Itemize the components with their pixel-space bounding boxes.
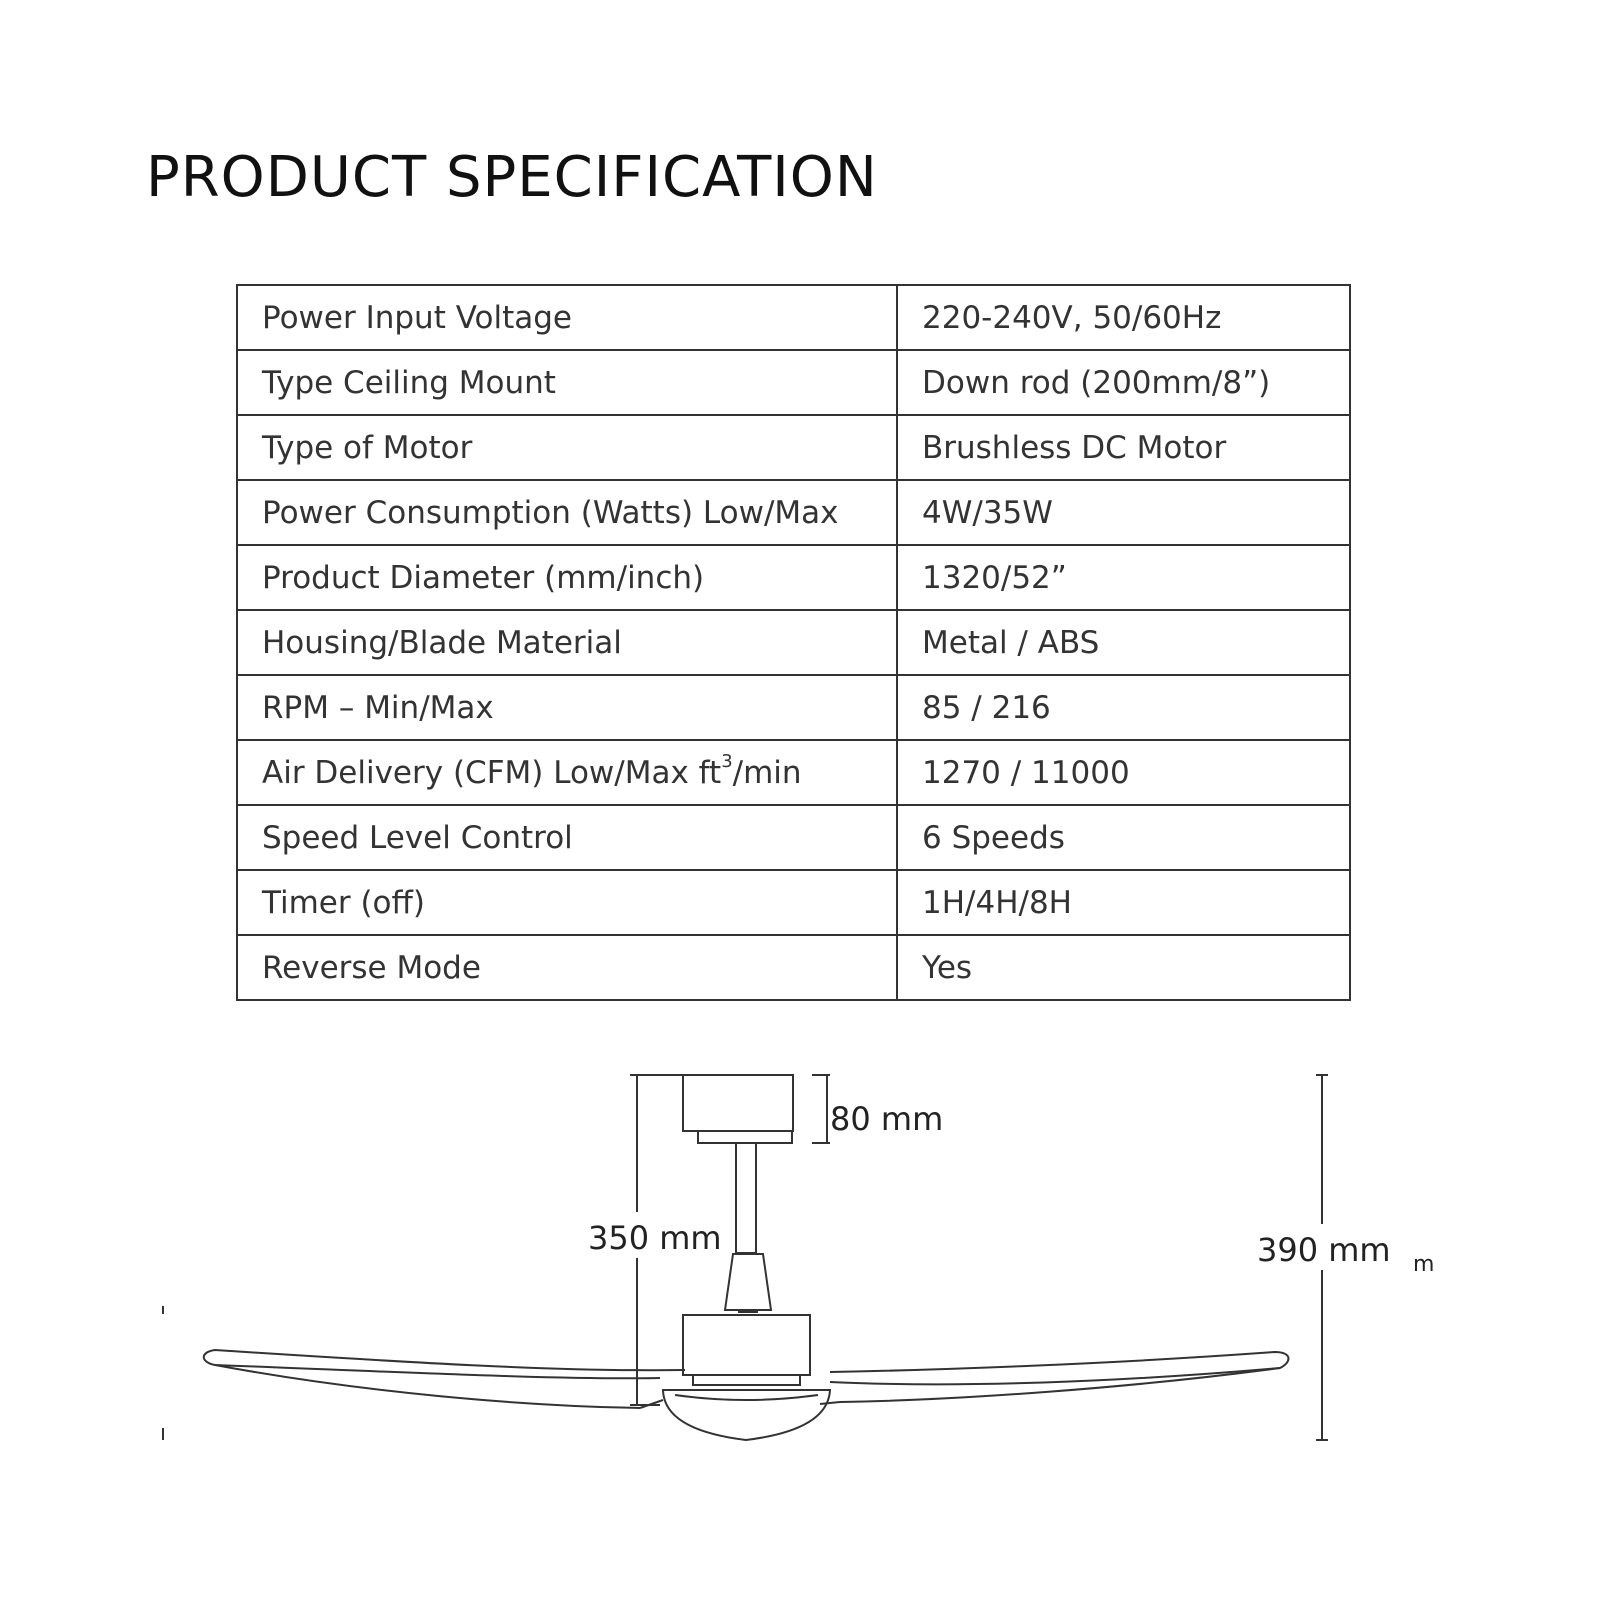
- spec-label: Housing/Blade Material: [237, 610, 897, 675]
- spec-label: Reverse Mode: [237, 935, 897, 1000]
- table-row: [237, 935, 1350, 1000]
- spec-label: [237, 740, 897, 805]
- left-blade: [204, 1350, 685, 1378]
- table-row: [237, 740, 1350, 805]
- motor-housing: [683, 1315, 810, 1375]
- spec-value: 6 Speeds: [897, 805, 1350, 870]
- rod-coupler: [725, 1254, 771, 1310]
- canopy-base: [698, 1131, 792, 1143]
- spec-value: Metal / ABS: [897, 610, 1350, 675]
- table-row: [237, 805, 1350, 870]
- spec-label: Type of Motor: [237, 415, 897, 480]
- spec-label-superscript: 3: [721, 751, 733, 773]
- down-rod: [736, 1143, 756, 1253]
- light-dome: [663, 1390, 830, 1440]
- table-row: [237, 545, 1350, 610]
- spec-value: Down rod (200mm/8”): [897, 350, 1350, 415]
- dimension-80mm-label: 80 mm: [830, 1100, 944, 1138]
- spec-label: Timer (off): [237, 870, 897, 935]
- spec-value: 85 / 216: [897, 675, 1350, 740]
- spec-label: Speed Level Control: [237, 805, 897, 870]
- spec-label-text: Air Delivery (CFM) Low/Max ft: [262, 754, 722, 791]
- spec-value: 1H/4H/8H: [897, 870, 1350, 935]
- spec-label-suffix: /min: [732, 754, 802, 791]
- canopy: [683, 1075, 793, 1131]
- cut-off-text: m: [1413, 1252, 1435, 1277]
- table-row: [237, 870, 1350, 935]
- spec-label: Type Ceiling Mount: [237, 350, 897, 415]
- spec-value: 1320/52”: [897, 545, 1350, 610]
- right-blade: [830, 1352, 1288, 1384]
- table-row: [237, 610, 1350, 675]
- spec-table: [236, 284, 1351, 1001]
- spec-label: Product Diameter (mm/inch): [237, 545, 897, 610]
- spec-label: Power Consumption (Watts) Low/Max: [237, 480, 897, 545]
- spec-label: RPM – Min/Max: [237, 675, 897, 740]
- spec-label: Power Input Voltage: [237, 285, 897, 350]
- spec-value: Yes: [897, 935, 1350, 1000]
- page-title: PRODUCT SPECIFICATION: [146, 145, 878, 210]
- table-row: [237, 350, 1350, 415]
- spec-value: 220-240V, 50/60Hz: [897, 285, 1350, 350]
- table-row: [237, 285, 1350, 350]
- spec-value: 4W/35W: [897, 480, 1350, 545]
- dimension-350mm-label: 350 mm: [588, 1219, 722, 1257]
- table-row: [237, 480, 1350, 545]
- table-row: [237, 675, 1350, 740]
- dimension-390mm-label: 390 mm: [1257, 1231, 1391, 1269]
- table-row: [237, 415, 1350, 480]
- spec-value: Brushless DC Motor: [897, 415, 1350, 480]
- spec-value: 1270 / 11000: [897, 740, 1350, 805]
